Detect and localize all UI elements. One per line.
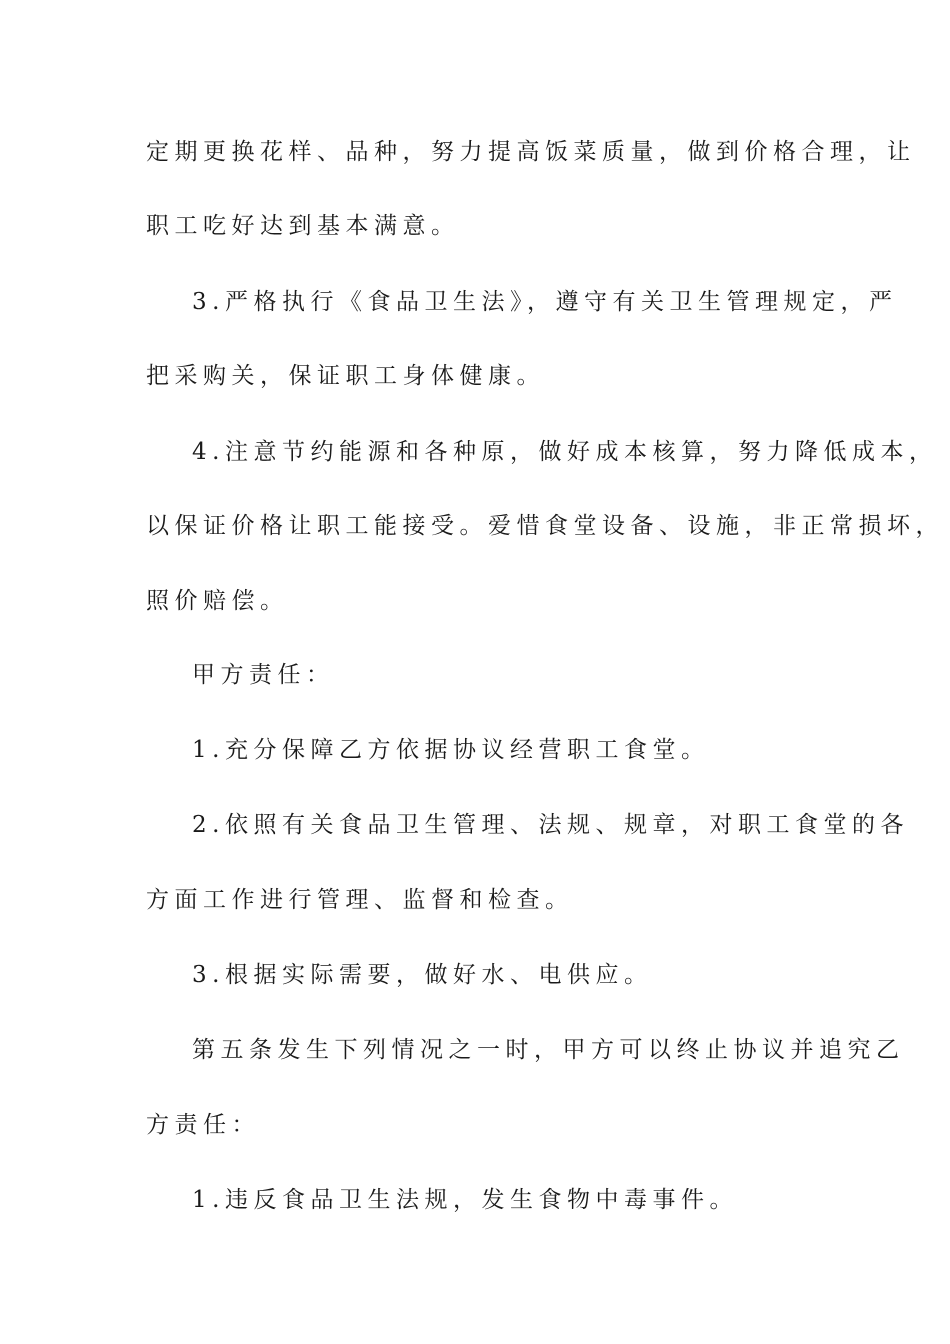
list-item: 3.根据实际需要，做好水、电供应。 [192, 962, 653, 988]
list-item: 2.依照有关食品卫生管理、法规、规章，对职工食堂的各 [192, 812, 909, 838]
text-line: 职工吃好达到基本满意。 [146, 213, 460, 239]
list-item: 1.充分保障乙方依据协议经营职工食堂。 [192, 737, 710, 763]
article-heading: 第五条发生下列情况之一时，甲方可以终止协议并追究乙 [192, 1037, 905, 1063]
text-line: 照价赔偿。 [146, 588, 289, 614]
text-line: 把采购关，保证职工身体健康。 [146, 363, 545, 389]
text-line: 以保证价格让职工能接受。爱惜食堂设备、设施，非正常损坏， [146, 513, 944, 539]
list-item: 1.违反食品卫生法规，发生食物中毒事件。 [192, 1187, 738, 1213]
section-heading: 甲方责任： [192, 662, 335, 688]
text-line: 方责任： [146, 1112, 260, 1138]
text-line: 方面工作进行管理、监督和检查。 [146, 887, 574, 913]
text-line: 4.注意节约能源和各种原，做好成本核算，努力降低成本， [192, 439, 938, 465]
text-line: 3.严格执行《食品卫生法》，遵守有关卫生管理规定，严 [192, 289, 898, 315]
text-line: 定期更换花样、品种，努力提高饭菜质量，做到价格合理，让 [146, 139, 916, 165]
